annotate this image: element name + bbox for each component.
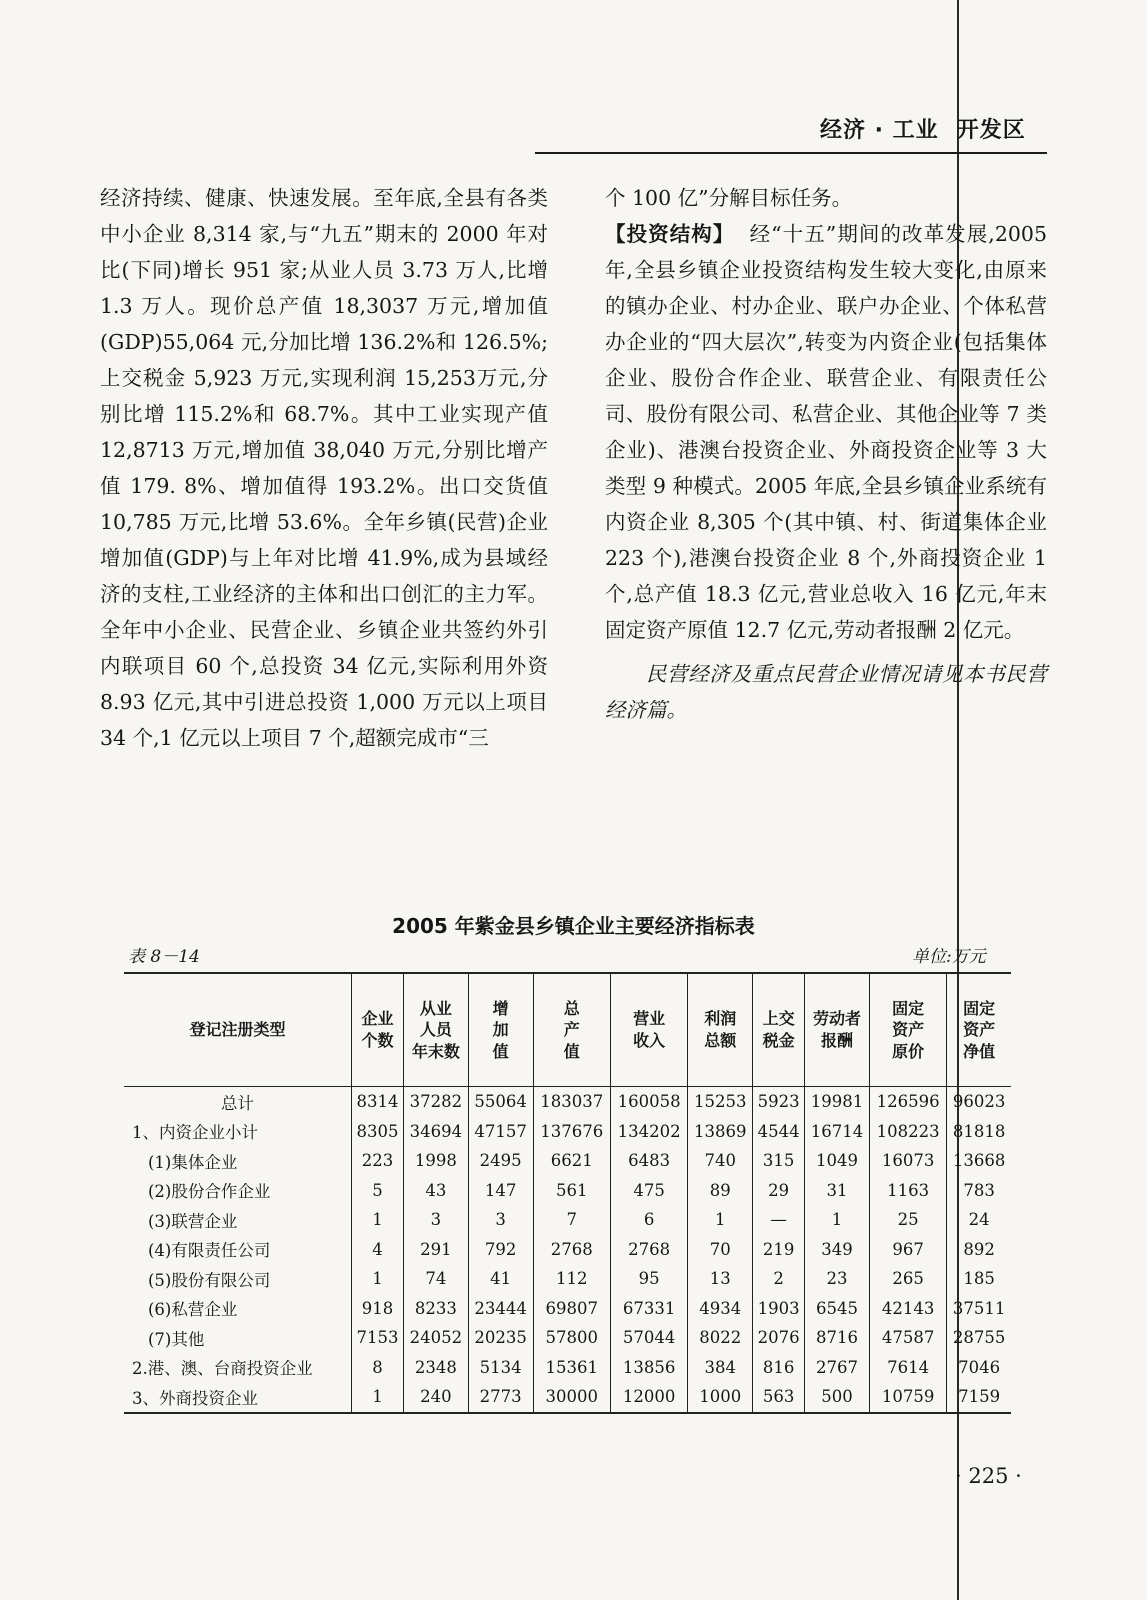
table-cell: 3: [468, 1205, 533, 1235]
table-cell: 8022: [688, 1323, 753, 1353]
table-cell: 42143: [869, 1294, 946, 1324]
table-row: [124, 1264, 1011, 1294]
table-cell: 147: [468, 1176, 533, 1206]
table-cell: 561: [533, 1176, 610, 1206]
table-cell: 291: [404, 1235, 469, 1265]
table-cell: 384: [688, 1353, 753, 1383]
table-cell: 96023: [947, 1087, 1011, 1117]
table-unit: 单位:万元: [912, 947, 986, 967]
reference-note: 民营经济及重点民营企业情况请见本书民营经济篇。: [605, 662, 1047, 722]
table-body: [124, 1087, 1011, 1413]
table-cell: 1: [352, 1382, 404, 1413]
table-cell: 70: [688, 1235, 753, 1265]
table-cell: 240: [404, 1382, 469, 1413]
table-header-row: [124, 973, 1011, 1087]
table-cell: 28755: [947, 1323, 1011, 1353]
table-cell: 69807: [533, 1294, 610, 1324]
row-label: (5)股份有限公司: [148, 1270, 271, 1290]
table-cell: 20235: [468, 1323, 533, 1353]
table-cell: 24052: [404, 1323, 469, 1353]
indicator-table: [124, 972, 1011, 1414]
table-cell: 7046: [947, 1353, 1011, 1383]
table-cell: 783: [947, 1176, 1011, 1206]
page-number: · 225 ·: [955, 1464, 1022, 1488]
table-cell: 13869: [688, 1117, 753, 1147]
table-cell: 7153: [352, 1323, 404, 1353]
table-title: 2005 年紫金县乡镇企业主要经济指标表: [392, 914, 755, 938]
table-cell: 24: [947, 1205, 1011, 1235]
table-cell: 25: [869, 1205, 946, 1235]
table-cell: 13: [688, 1264, 753, 1294]
table-cell: 1: [805, 1205, 870, 1235]
section-heading: 【投资结构】: [605, 222, 735, 246]
right-continuation: 个 100 亿”分解目标任务。: [605, 186, 853, 210]
table-cell: 5923: [753, 1087, 805, 1117]
table-cell: 89: [688, 1176, 753, 1206]
table-cell: 23: [805, 1264, 870, 1294]
table-cell: 1998: [404, 1146, 469, 1176]
table-cell: 967: [869, 1235, 946, 1265]
table-cell: 8716: [805, 1323, 870, 1353]
table-cell: 112: [533, 1264, 610, 1294]
table-cell: 15361: [533, 1353, 610, 1383]
header-sub: 开发区: [956, 118, 1026, 143]
row-label: 1、内资企业小计: [132, 1123, 258, 1143]
table-cell: 74: [404, 1264, 469, 1294]
table-cell: 4: [352, 1235, 404, 1265]
table-cell: 126596: [869, 1087, 946, 1117]
table-cell: 6483: [610, 1146, 687, 1176]
table-cell: 3: [404, 1205, 469, 1235]
table-cell: 2773: [468, 1382, 533, 1413]
table-cell: 15253: [688, 1087, 753, 1117]
table-cell: 265: [869, 1264, 946, 1294]
table-cell: 34694: [404, 1117, 469, 1147]
table-cell: 2768: [533, 1235, 610, 1265]
table-cell: 1163: [869, 1176, 946, 1206]
table-row: [124, 1117, 1011, 1147]
table-cell: 2: [753, 1264, 805, 1294]
table-cell: 5: [352, 1176, 404, 1206]
running-header: [820, 113, 1026, 144]
table-cell: 1000: [688, 1382, 753, 1413]
row-label: (3)联营企业: [148, 1211, 238, 1231]
table-cell: 1: [688, 1205, 753, 1235]
table-cell: —: [753, 1205, 805, 1235]
table-cell: 2767: [805, 1353, 870, 1383]
column-header: 营业 收入: [610, 973, 687, 1087]
table-cell: 2348: [404, 1353, 469, 1383]
table-cell: 134202: [610, 1117, 687, 1147]
table-cell: 1: [352, 1264, 404, 1294]
table-cell: 47587: [869, 1323, 946, 1353]
row-label: (2)股份合作企业: [148, 1182, 271, 1202]
table-cell: 6: [610, 1205, 687, 1235]
row-label: 总计: [221, 1093, 254, 1113]
table-cell: 183037: [533, 1087, 610, 1117]
row-label: 3、外商投资企业: [124, 1382, 352, 1413]
left-column: [100, 180, 548, 756]
table-cell: 19981: [805, 1087, 870, 1117]
header-rule: [535, 152, 1047, 154]
table-cell: 2495: [468, 1146, 533, 1176]
table-cell: 892: [947, 1235, 1011, 1265]
table-cell: 16073: [869, 1146, 946, 1176]
table-cell: 37282: [404, 1087, 469, 1117]
table-cell: 475: [610, 1176, 687, 1206]
table-cell: 918: [352, 1294, 404, 1324]
column-header: 利润 总额: [688, 973, 753, 1087]
investment-structure-paragraph: [605, 216, 1047, 648]
table-cell: 67331: [610, 1294, 687, 1324]
table-cell: 219: [753, 1235, 805, 1265]
table-cell: 108223: [869, 1117, 946, 1147]
table-row: [124, 1205, 1011, 1235]
table-cell: 81818: [947, 1117, 1011, 1147]
row-label: 2.港、澳、台商投资企业: [132, 1359, 313, 1379]
column-header: 登记注册类型: [124, 973, 352, 1087]
table-row: [124, 1353, 1011, 1383]
table-cell: 223: [352, 1146, 404, 1176]
row-label: (7)其他: [148, 1329, 205, 1349]
table-cell: 30000: [533, 1382, 610, 1413]
table-cell: 1049: [805, 1146, 870, 1176]
table-row: [124, 1294, 1011, 1324]
row-label: (4)有限责任公司: [148, 1241, 271, 1261]
table-row: [124, 1235, 1011, 1265]
table-cell: 37511: [947, 1294, 1011, 1324]
left-paragraph: 经济持续、健康、快速发展。至年底,全县有各类中小企业 8,314 家,与“九五”期末的 2000 年对比(下同)增长 951 家;从业人员 3.73 万人,比增 1.3 万人。现价总产值 18,3037 万元,增加值(GDP)55,064 元,分加比增 136.2%和 126.5%;上交税金 5,923 万元,实现利润 15,253万元,分别比增 115.2%和 68.7%。其中工业实现产值 12,8713 万元,增加值 38,040 万元,分别比增产值 179. 8%、增加值得 193.2%。出口交货值 10,785 万元,比增 53.6%。全年乡镇(民营)企业增加值(GDP)与上年对比增 41.9%,成为县域经济的支柱,工业经济的主体和出口创汇的主力军。全年中小企业、民营企业、乡镇企业共签约外引内联项目 60 个,总投资 34 亿元,实际利用外资 8.93 亿元,其中引进总投资 1,000 万元以上项目 34 个,1 亿元以上项目 7 个,超额完成市“三: [100, 186, 548, 750]
table-cell: 5134: [468, 1353, 533, 1383]
column-header: 企业 个数: [352, 973, 404, 1087]
table-cell: 137676: [533, 1117, 610, 1147]
table-cell: 8314: [352, 1087, 404, 1117]
table-cell: 7159: [947, 1382, 1011, 1413]
column-header: 劳动者 报酬: [805, 973, 870, 1087]
table-row: [124, 1323, 1011, 1353]
table-cell: 8233: [404, 1294, 469, 1324]
table-cell: 57044: [610, 1323, 687, 1353]
table-cell: 23444: [468, 1294, 533, 1324]
table-row: [124, 1087, 1011, 1117]
table-cell: 31: [805, 1176, 870, 1206]
right-column: [605, 180, 1047, 728]
table-cell: 6545: [805, 1294, 870, 1324]
table-cell: 16714: [805, 1117, 870, 1147]
table-cell: 8305: [352, 1117, 404, 1147]
table-cell: 55064: [468, 1087, 533, 1117]
column-header: 增 加 值: [468, 973, 533, 1087]
table-cell: 12000: [610, 1382, 687, 1413]
row-label: (6)私营企业: [148, 1300, 238, 1320]
table-id: 表 8－14: [128, 947, 200, 967]
table-cell: 47157: [468, 1117, 533, 1147]
table-cell: 41: [468, 1264, 533, 1294]
table-cell: 349: [805, 1235, 870, 1265]
table-cell: 2076: [753, 1323, 805, 1353]
table-cell: 7: [533, 1205, 610, 1235]
table-cell: 57800: [533, 1323, 610, 1353]
table-cell: 43: [404, 1176, 469, 1206]
column-header: 固定 资产 净值: [947, 973, 1011, 1087]
table-row: [124, 1146, 1011, 1176]
table-cell: 160058: [610, 1087, 687, 1117]
table-cell: 500: [805, 1382, 870, 1413]
table-cell: 1: [352, 1205, 404, 1235]
table-cell: 13856: [610, 1353, 687, 1383]
section-body: 经“十五”期间的改革发展,2005 年,全县乡镇企业投资结构发生较大变化,由原来的镇办企业、村办企业、联户办企业、个体私营办企业的“四大层次”,转变为内资企业(包括集体企业、股份合作企业、联营企业、有限责任公司、股份有限公司、私营企业、其他企业等 7 类企业)、港澳台投资企业、外商投资企业等 3 大类型 9 种模式。2005 年底,全县乡镇企业系统有内资企业 8,305 个(其中镇、村、街道集体企业 223 个),港澳台投资企业 8 个,外商投资企业 1 个,总产值 18.3 亿元,营业总收入 16 亿元,年末固定资产原值 12.7 亿元,劳动者报酬 2 亿元。: [605, 222, 1047, 642]
table-cell: 10759: [869, 1382, 946, 1413]
table-cell: 315: [753, 1146, 805, 1176]
header-section: 经济 · 工业: [820, 118, 939, 143]
table-cell: 185: [947, 1264, 1011, 1294]
table-row: [124, 1176, 1011, 1206]
table-cell: 29: [753, 1176, 805, 1206]
table-cell: 6621: [533, 1146, 610, 1176]
column-header: 固定 资产 原价: [869, 973, 946, 1087]
column-header: 上交 税金: [753, 973, 805, 1087]
table-cell: 2768: [610, 1235, 687, 1265]
table-cell: 4934: [688, 1294, 753, 1324]
row-label: (1)集体企业: [148, 1152, 238, 1172]
table-cell: 95: [610, 1264, 687, 1294]
table-cell: 8: [352, 1353, 404, 1383]
table-cell: 1903: [753, 1294, 805, 1324]
table-cell: 7614: [869, 1353, 946, 1383]
table-cell: 792: [468, 1235, 533, 1265]
table-cell: 13668: [947, 1146, 1011, 1176]
table-row: [124, 1382, 1011, 1413]
table-cell: 4544: [753, 1117, 805, 1147]
table-cell: 740: [688, 1146, 753, 1176]
table-cell: 816: [753, 1353, 805, 1383]
column-header: 总 产 值: [533, 973, 610, 1087]
table-cell: 563: [753, 1382, 805, 1413]
column-header: 从业 人员 年末数: [404, 973, 469, 1087]
